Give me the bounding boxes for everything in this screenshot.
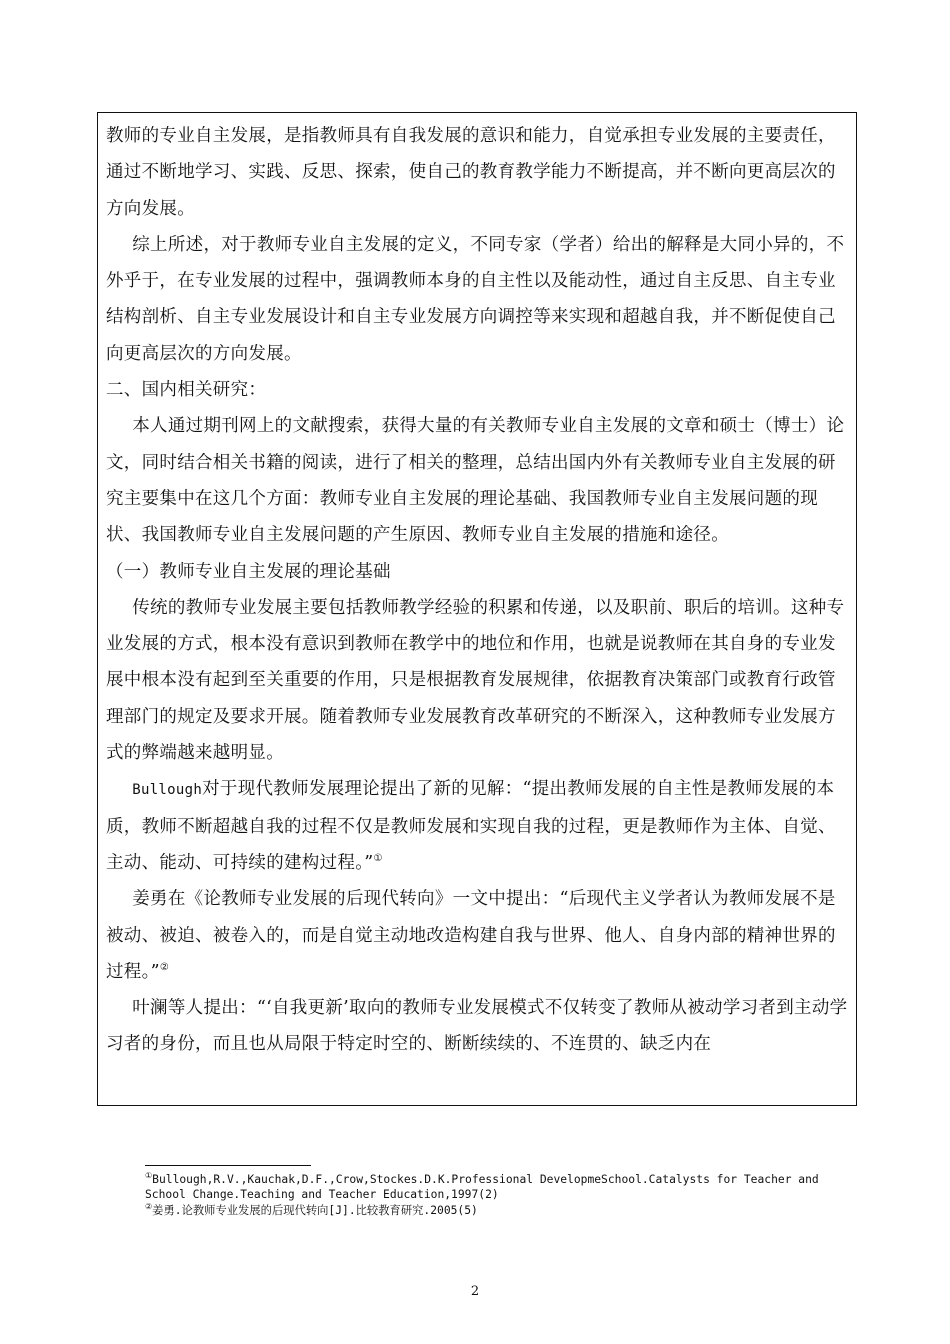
paragraph-text: 传统的教师专业发展主要包括教师教学经验的积累和传递，以及职前、职后的培训。这种专业发展的方式，根本没有意识到教师在教学中的地位和作用，也就是说教师在其自身的专业发展中根本没有起到至关重要的作用，只是根据教育发展规律，依据教育决策部门或教育行政管理部门的规定及要求开展。随着教师专业发展教育改革研究的不断深入，这种教师专业发展方式的弊端越来越明显。 <box>106 597 845 764</box>
footnote-item <box>145 1203 825 1218</box>
subsection-heading-theory: （一）教师专业自主发展的理论基础 <box>106 561 391 582</box>
footnote-separator <box>145 1165 311 1166</box>
body-text <box>98 113 856 1063</box>
paragraph-traditional-development <box>106 590 848 771</box>
footnote-mark: ① <box>145 1171 153 1181</box>
author-name: Bullough <box>132 782 203 799</box>
bordered-text-box <box>97 112 857 1106</box>
paragraph-text: 叶澜等人提出：“‘自我更新’取向的教师专业发展模式不仅转变了教师从被动学习者到主动学习者的身份，而且也从局限于特定时空的、断断续续的、不连贯的、缺乏内在 <box>106 998 848 1055</box>
footnote-ref[interactable]: ① <box>373 853 383 865</box>
paragraph-text: 教师的专业自主发展，是指教师具有自我发展的意识和能力，自觉承担专业发展的主要责任，通过不断地学习、实践、反思、探索，使自己的教育教学能力不断提高，并不断向更高层次的方向发展。 <box>106 126 836 219</box>
footnote-text: 姜勇.论教师专业发展的后现代转向[J].比较教育研究.2005(5) <box>152 1203 478 1217</box>
paragraph-text: 姜勇在《论教师专业发展的后现代转向》一文中提出：“后现代主义学者认为教师发展不是被动、被迫、被卷入的，而是自觉主动地改造构建自我与世界、他人、自身内部的精神世界的过程。” <box>106 889 836 982</box>
paragraph-text: 综上所述，对于教师专业自主发展的定义，不同专家（学者）给出的解释是大同小异的，不外乎于，在专业发展的过程中，强调教师本身的自主性以及能动性，通过自主反思、自主专业结构剖析、自主专业发展设计和自主专业发展方向调控等来实现和超越自我，并不断促使自己向更高层次的方向发展。 <box>106 234 845 364</box>
footnotes <box>145 1172 825 1218</box>
paragraph-definition <box>106 118 848 227</box>
paragraph-bullough <box>106 771 848 881</box>
footnote-ref[interactable]: ② <box>159 962 170 973</box>
paragraph-jiang-yong <box>106 881 848 990</box>
paragraph-text: 本人通过期刊网上的文献搜索，获得大量的有关教师专业自主发展的文章和硕士（博士）论文，同时结合相关书籍的阅读，进行了相关的整理，总结出国内外有关教师专业自主发展的研究主要集中在这几个方面：教师专业自主发展的理论基础、我国教师专业自主发展问题的现状、我国教师专业自主发展问题的产生原因、教师专业自主发展的措施和途径。 <box>106 416 845 546</box>
footnote-text: Bullough,R.V.,Kauchak,D.F.,Crow,Stockes.D.K.Professional DevelopmeSchool.Catalysts for Teacher and School Change.Teaching and Teacher Education,1997(2) <box>145 1173 819 1202</box>
paragraph-ye-lan <box>106 990 848 1063</box>
page-number: 2 <box>470 1284 480 1299</box>
paragraph-text: 对于现代教师发展理论提出了新的见解：“提出教师发展的自主性是教师发展的本质，教师不断超越自我的过程不仅是教师发展和实现自我的过程，更是教师作为主体、自觉、主动、能动、可持续的建构过程。” <box>106 779 836 873</box>
paragraph-summary <box>106 227 848 372</box>
footnote-item <box>145 1172 825 1203</box>
footnote-mark: ② <box>145 1202 153 1212</box>
section-heading-domestic-research: 二、国内相关研究： <box>106 380 267 401</box>
paragraph-literature-search <box>106 408 848 553</box>
